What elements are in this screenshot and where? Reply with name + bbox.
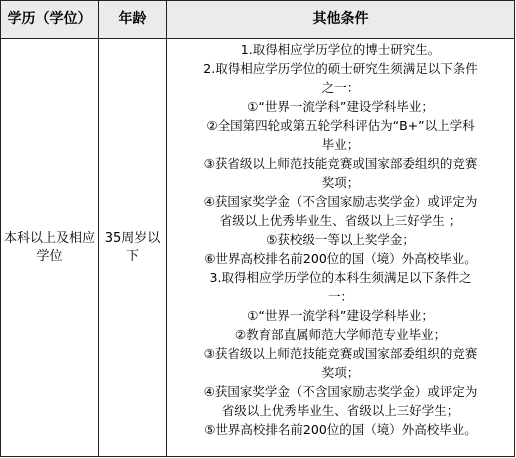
condition-line: ⑤世界高校排名前200位的国（境）外高校毕业。 xyxy=(204,422,477,437)
header-education: 学历（学位） xyxy=(1,1,99,38)
header-conditions: 其他条件 xyxy=(167,1,515,38)
condition-line: 省级以上优秀毕业生、省级以上三好学生 ； xyxy=(219,213,462,228)
conditions-cell xyxy=(167,39,515,456)
education-cell: 本科以上及相应学位 xyxy=(1,39,99,456)
condition-line: ②全国第四轮或第五轮学科评估为“B+”以上学科 xyxy=(206,118,475,133)
condition-line: 省级以上优秀毕业生、省级以上三好学生； xyxy=(221,403,460,418)
condition-line: 之一： xyxy=(321,80,360,95)
age-cell: 35周岁以下 xyxy=(99,39,167,456)
table-header-row xyxy=(1,1,515,39)
condition-line: ⑥世界高校排名前200位的国（境）外高校毕业。 xyxy=(204,251,477,266)
condition-line: 奖项； xyxy=(321,365,360,380)
condition-line: ②教育部直属师范大学师范专业毕业； xyxy=(234,327,447,342)
condition-line: ①“世界一流学科”建设学科毕业； xyxy=(247,99,434,114)
table-row xyxy=(1,39,515,457)
condition-line: 毕业； xyxy=(321,137,360,152)
header-age: 年龄 xyxy=(99,1,167,38)
condition-line: 奖项； xyxy=(321,175,360,190)
condition-line: ③获省级以上师范技能竞赛或国家部委组织的竞赛 xyxy=(203,346,478,361)
condition-line: ③获省级以上师范技能竞赛或国家部委组织的竞赛 xyxy=(203,156,478,171)
condition-line: ④获国家奖学金（不含国家励志奖学金）或评定为 xyxy=(203,384,478,399)
condition-line: 3.取得相应学历学位的本科生须满足以下条件之 xyxy=(209,270,472,285)
condition-line: ⑤获校级一等以上奖学金； xyxy=(266,232,415,247)
condition-line: 一： xyxy=(327,289,353,304)
condition-line: 2.取得相应学历学位的硕士研究生须满足以下条件 xyxy=(203,61,478,76)
condition-line: 1.取得相应学历学位的博士研究生。 xyxy=(240,42,441,57)
condition-line: ①“世界一流学科”建设学科毕业； xyxy=(247,308,434,323)
condition-line: ④获国家奖学金（不含国家励志奖学金）或评定为 xyxy=(203,194,478,209)
